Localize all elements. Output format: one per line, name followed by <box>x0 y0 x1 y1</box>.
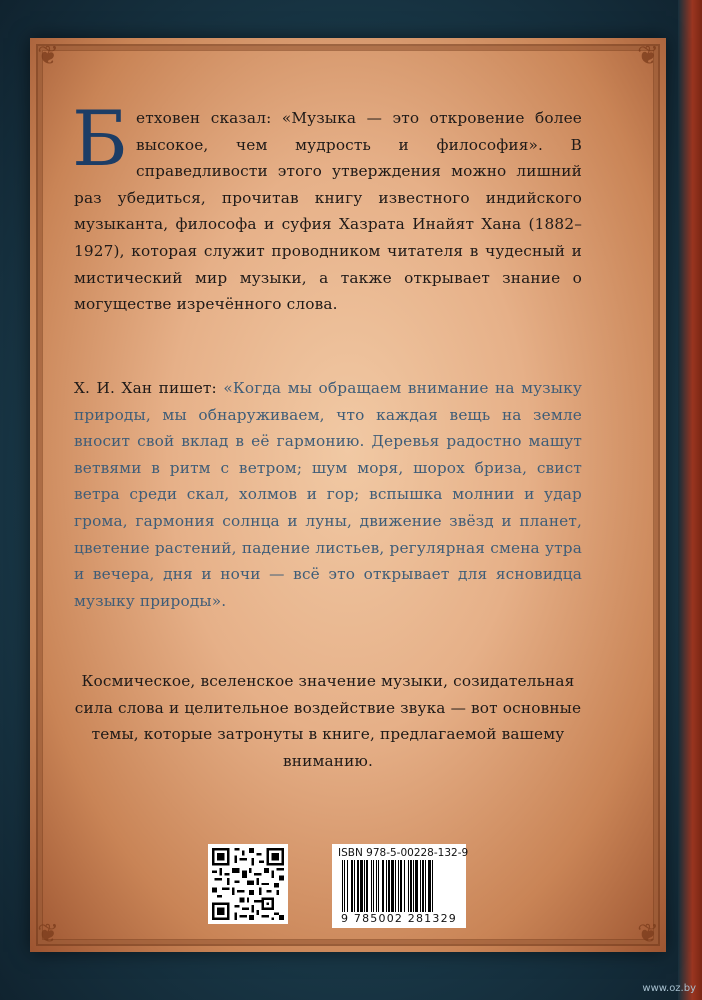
corner-ornament-icon: ❦ <box>637 41 659 71</box>
quote-lead: Х. И. Хан пишет: <box>74 379 224 397</box>
isbn-barcode <box>332 844 469 928</box>
summary-text: Космическое, вселенское значение музыки, созидательная сила слова и целительное воздействие звука — вот основные темы, которые затронуты в книге, предлагаемой вашему вниманию. <box>74 672 582 770</box>
quote-text: «Когда мы обращаем внимание на музыку природы, мы обнаруживаем, что каждая вещь на земле вносит свой вклад в её гармонию. Деревья радостно машут ветвями в ритм с ветром; шум моря, шорох бриза, свист ветра среди скал, холмов и гор; вспышка молнии и удар грома, гармония солнца и луны, движение звёзд и планет, цветение растений, падение листьев, регулярная смена утра и вечера, дня и ночи — всё это открывает для ясновидца музыку природы». <box>74 379 582 610</box>
isbn-label: ISBN 978-5-00228-132-9 <box>338 847 469 859</box>
ean-digits: 9 785002 281329 <box>341 912 457 925</box>
drop-cap: Б <box>72 94 128 183</box>
corner-ornament-icon: ❦ <box>37 41 59 71</box>
quote-paragraph <box>74 375 582 614</box>
qr-code-icon <box>212 848 284 920</box>
corner-ornament-icon: ❦ <box>637 919 659 949</box>
corner-ornament-icon: ❦ <box>37 919 59 949</box>
intro-text: етховен сказал: «Музыка — это откровение более высокое, чем мудрость и философия». В справедливости этого утверждения можно лишний раз убедиться, прочитав книгу известного индийского музыканта, философа и суфия Хазрата Инайят Хана (1882–1927), которая служит проводником читателя в чудесный и мистический мир музыки, а также открывает знание о могуществе изречённого слова. <box>74 109 582 314</box>
intro-paragraph <box>72 94 582 318</box>
qr-code <box>208 844 288 924</box>
cover-spine-edge <box>678 0 702 1000</box>
watermark: www.oz.by <box>642 983 696 994</box>
barcode-bars-icon <box>341 860 457 912</box>
summary-paragraph <box>74 668 582 774</box>
